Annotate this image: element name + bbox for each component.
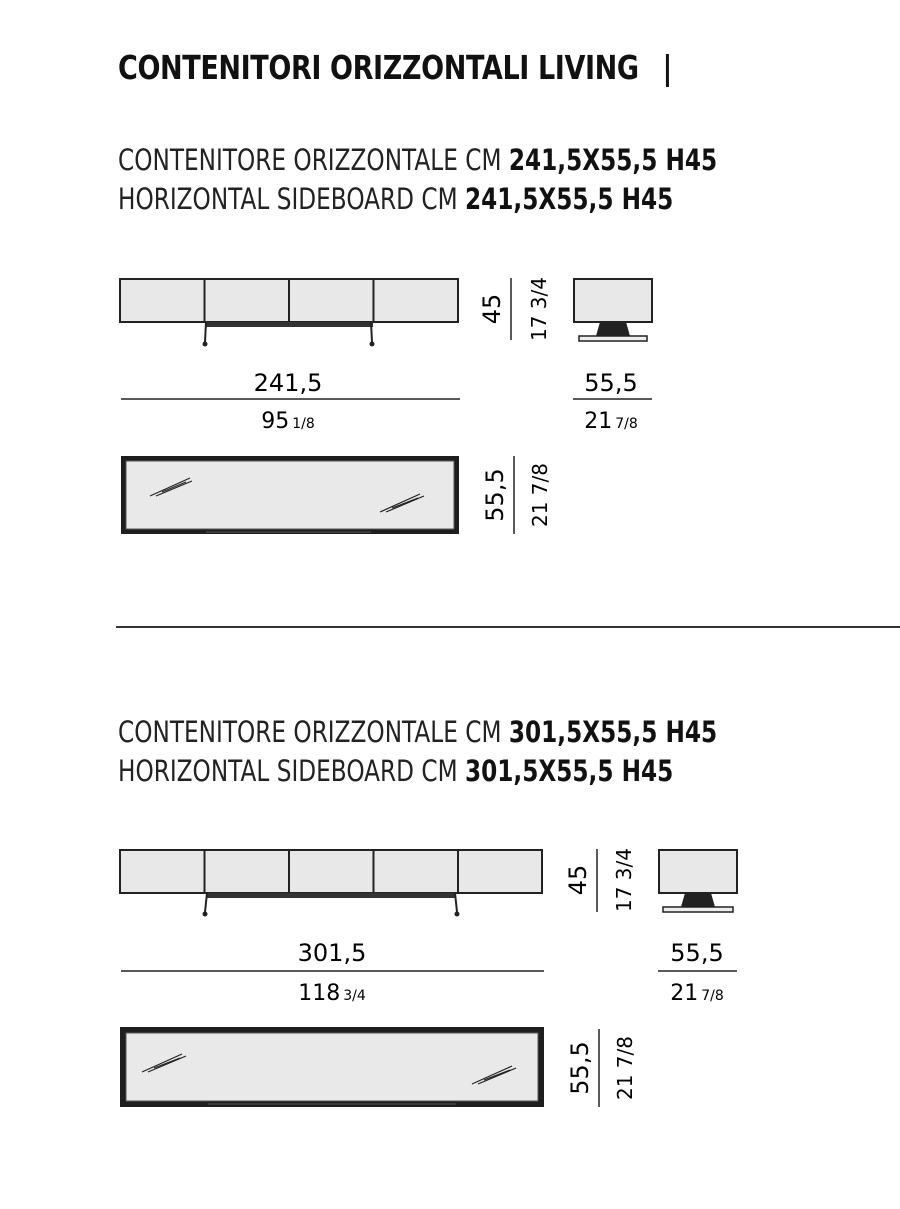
product-1-width-in [261,409,315,434]
product-1-plan-depth-cm: 55,5 [481,468,509,522]
product-1-technical-drawing [0,260,900,550]
product-1-spec-en-value: 241,5X55,5 H45 [465,182,674,216]
product-1-height-dimension [478,277,551,341]
product-1-spec-en-label: HORIZONTAL SIDEBOARD CM [118,182,458,216]
product-2-depth-in-whole: 21 [670,981,699,1006]
page-title [118,48,672,87]
product-1-depth-dimension [573,369,652,434]
product-2-spec-en-label: HORIZONTAL SIDEBOARD CM [118,754,458,788]
product-2-spec-en [118,752,673,791]
product-2-width-in-whole: 118 [298,981,341,1006]
product-2-depth-dimension [658,939,737,1006]
product-1-depth-in-frac: 7/8 [615,416,638,432]
product-2-width-in [298,981,366,1006]
product-1-height-cm: 45 [478,293,506,325]
section-divider [116,626,900,628]
product-1-width-cm: 241,5 [253,369,323,397]
product-2-height-in: 17 3/4 [612,848,636,912]
product-1-spec-it-value: 241,5X55,5 H45 [508,143,718,177]
product-2-plan-depth-cm: 55,5 [566,1041,594,1095]
product-2-plan-view [120,1027,544,1107]
product-2-plan-depth-dimension [566,1029,637,1107]
product-1-width-in-frac: 1/8 [292,416,315,432]
product-1-plan-depth-dimension [481,456,552,534]
product-1-front-view [120,279,458,347]
product-1-depth-in-whole: 21 [584,409,613,434]
product-1-depth-in [584,409,638,434]
product-1-spec-en [118,180,673,219]
product-2-depth-in [670,981,724,1006]
product-1-spec-it-label: CONTENITORE ORIZZONTALE CM [118,143,502,177]
product-1-spec-it [118,141,717,180]
product-2-spec-it [118,713,717,752]
product-2-technical-drawing [0,830,900,1120]
product-2-spec-it-label: CONTENITORE ORIZZONTALE CM [118,715,502,749]
product-1-width-dimension [121,369,460,434]
product-1-plan-view [121,456,459,534]
product-2-depth-cm: 55,5 [670,939,724,967]
product-1-side-view [574,279,652,341]
product-2-spec-en-value: 301,5X55,5 H45 [465,754,674,788]
product-2-plan-depth-in: 21 7/8 [613,1036,637,1100]
product-2-width-dimension [121,939,544,1006]
product-2-height-dimension [564,848,636,912]
product-2-front-view [120,850,542,917]
product-2-width-cm: 301,5 [297,939,367,967]
product-1-depth-cm: 55,5 [584,369,638,397]
product-2-side-view [659,850,737,912]
product-2-height-cm: 45 [564,864,592,896]
product-2-depth-in-frac: 7/8 [701,988,724,1004]
page-title-text: CONTENITORI ORIZZONTALI LIVING [118,48,639,87]
product-2-spec-it-value: 301,5X55,5 H45 [508,715,718,749]
product-1-plan-depth-in: 21 7/8 [528,463,552,527]
product-1-width-in-whole: 95 [261,409,290,434]
product-2-width-in-frac: 3/4 [343,988,366,1004]
title-separator: | [662,48,672,87]
product-1-height-in: 17 3/4 [527,277,551,341]
